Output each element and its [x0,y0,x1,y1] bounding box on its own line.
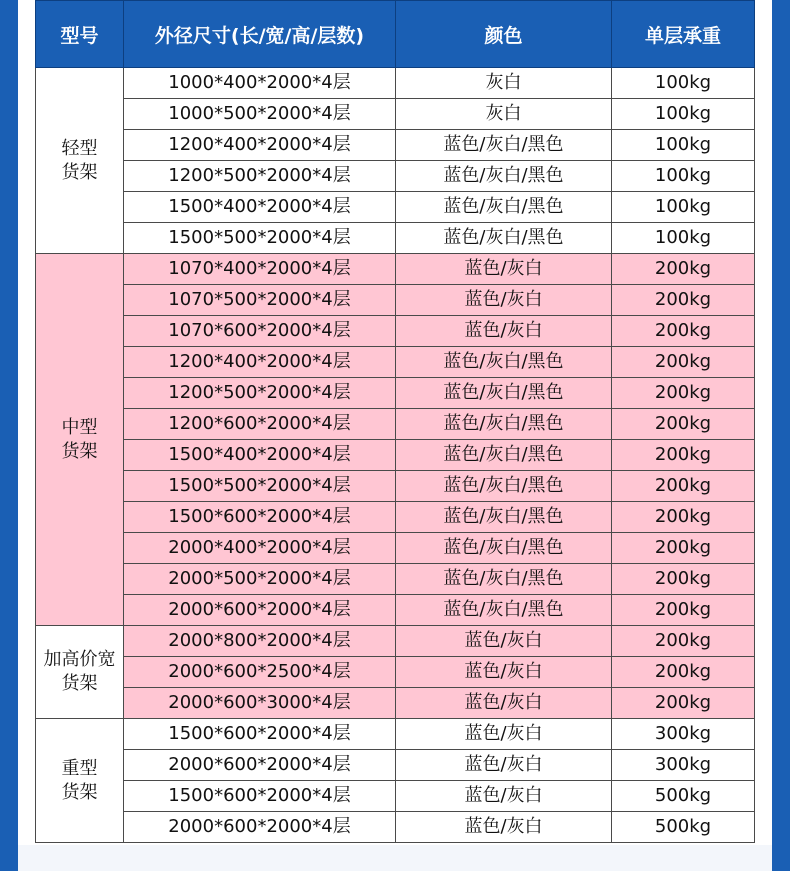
color-cell: 蓝色/灰白 [396,812,612,843]
dimension-cell: 1500*400*2000*4层 [124,192,396,223]
header-color: 颜色 [396,1,612,68]
load-cell: 200kg [612,564,755,595]
load-cell: 100kg [612,161,755,192]
dimension-cell: 1000*500*2000*4层 [124,99,396,130]
color-cell: 蓝色/灰白/黑色 [396,130,612,161]
load-cell: 200kg [612,533,755,564]
color-cell: 蓝色/灰白/黑色 [396,347,612,378]
table-row [36,99,755,130]
dimension-cell: 2000*500*2000*4层 [124,564,396,595]
load-cell: 200kg [612,502,755,533]
table-row [36,626,755,657]
table-row [36,192,755,223]
header-model: 型号 [36,1,124,68]
model-type-cell [36,626,124,719]
model-type-line2: 货架 [61,440,98,462]
dimension-cell: 2000*600*2000*4层 [124,595,396,626]
model-type-line1: 轻型 [61,137,98,159]
table-row [36,533,755,564]
load-cell: 500kg [612,781,755,812]
dimension-cell: 1500*500*2000*4层 [124,471,396,502]
table-row [36,223,755,254]
table-header-row [36,1,755,68]
load-cell: 200kg [612,657,755,688]
model-type-line2: 货架 [61,161,98,183]
load-cell: 200kg [612,347,755,378]
load-cell: 200kg [612,440,755,471]
color-cell: 蓝色/灰白/黑色 [396,471,612,502]
model-type-line1: 中型 [61,416,98,438]
load-cell: 300kg [612,750,755,781]
load-cell: 500kg [612,812,755,843]
load-cell: 300kg [612,719,755,750]
dimension-cell: 2000*400*2000*4层 [124,533,396,564]
color-cell: 蓝色/灰白/黑色 [396,533,612,564]
dimension-cell: 2000*600*2500*4层 [124,657,396,688]
load-cell: 200kg [612,254,755,285]
table-row [36,750,755,781]
table-row [36,130,755,161]
color-cell: 蓝色/灰白 [396,657,612,688]
table-row [36,719,755,750]
dimension-cell: 1000*400*2000*4层 [124,68,396,99]
color-cell: 蓝色/灰白/黑色 [396,161,612,192]
load-cell: 100kg [612,68,755,99]
color-cell: 灰白 [396,99,612,130]
color-cell: 蓝色/灰白/黑色 [396,564,612,595]
load-cell: 200kg [612,409,755,440]
load-cell: 200kg [612,626,755,657]
table-row [36,254,755,285]
table-row [36,471,755,502]
table-row [36,688,755,719]
model-type-cell [36,254,124,626]
table-row [36,440,755,471]
model-type-cell [36,68,124,254]
color-cell: 蓝色/灰白/黑色 [396,223,612,254]
color-cell: 蓝色/灰白 [396,719,612,750]
table-row [36,378,755,409]
load-cell: 200kg [612,285,755,316]
dimension-cell: 1070*500*2000*4层 [124,285,396,316]
color-cell: 蓝色/灰白 [396,254,612,285]
table-row [36,781,755,812]
color-cell: 蓝色/灰白 [396,750,612,781]
table-row [36,68,755,99]
color-cell: 蓝色/灰白/黑色 [396,409,612,440]
color-cell: 蓝色/灰白 [396,781,612,812]
dimension-cell: 1070*600*2000*4层 [124,316,396,347]
table-row [36,285,755,316]
color-cell: 蓝色/灰白 [396,285,612,316]
load-cell: 200kg [612,595,755,626]
model-type-line1: 加高价宽 [43,649,116,670]
header-dimensions: 外径尺寸(长/宽/高/层数) [124,1,396,68]
color-cell: 灰白 [396,68,612,99]
load-cell: 100kg [612,192,755,223]
dimension-cell: 1070*400*2000*4层 [124,254,396,285]
dimension-cell: 1200*400*2000*4层 [124,347,396,378]
table-row [36,347,755,378]
model-type-line2: 货架 [61,781,98,803]
shelf-spec-table [35,0,755,843]
dimension-cell: 1200*500*2000*4层 [124,161,396,192]
dimension-cell: 1500*600*2000*4层 [124,781,396,812]
table-row [36,316,755,347]
table-row [36,595,755,626]
dimension-cell: 1500*600*2000*4层 [124,719,396,750]
dimension-cell: 1500*500*2000*4层 [124,223,396,254]
color-cell: 蓝色/灰白 [396,316,612,347]
color-cell: 蓝色/灰白/黑色 [396,440,612,471]
load-cell: 200kg [612,378,755,409]
color-cell: 蓝色/灰白/黑色 [396,595,612,626]
load-cell: 200kg [612,316,755,347]
table-row [36,657,755,688]
dimension-cell: 1200*400*2000*4层 [124,130,396,161]
dimension-cell: 2000*800*2000*4层 [124,626,396,657]
load-cell: 100kg [612,130,755,161]
dimension-cell: 1500*600*2000*4层 [124,502,396,533]
dimension-cell: 2000*600*3000*4层 [124,688,396,719]
dimension-cell: 1200*600*2000*4层 [124,409,396,440]
dimension-cell: 1200*500*2000*4层 [124,378,396,409]
model-type-cell [36,719,124,843]
table-row [36,161,755,192]
table-row [36,409,755,440]
color-cell: 蓝色/灰白/黑色 [396,502,612,533]
table-body [36,68,755,843]
load-cell: 200kg [612,471,755,502]
load-cell: 200kg [612,688,755,719]
color-cell: 蓝色/灰白/黑色 [396,192,612,223]
model-type-line1: 重型 [61,757,98,779]
color-cell: 蓝色/灰白 [396,626,612,657]
load-cell: 100kg [612,223,755,254]
model-type-line2: 货架 [61,673,98,694]
dimension-cell: 1500*400*2000*4层 [124,440,396,471]
dimension-cell: 2000*600*2000*4层 [124,750,396,781]
color-cell: 蓝色/灰白/黑色 [396,378,612,409]
bottom-strip [18,845,772,871]
table-row [36,564,755,595]
table-row [36,812,755,843]
header-load: 单层承重 [612,1,755,68]
load-cell: 100kg [612,99,755,130]
dimension-cell: 2000*600*2000*4层 [124,812,396,843]
table-row [36,502,755,533]
color-cell: 蓝色/灰白 [396,688,612,719]
